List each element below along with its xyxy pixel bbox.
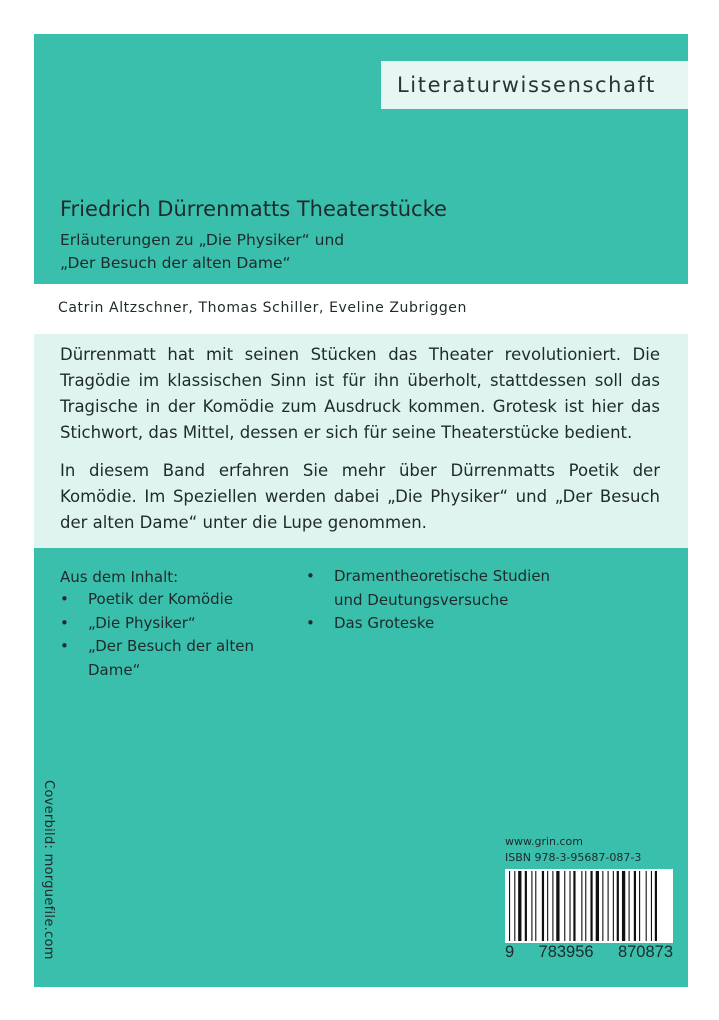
list-item [60, 588, 290, 612]
contents-list [306, 565, 556, 636]
list-item [306, 565, 556, 612]
list-item-text: Poetik der Komödie [88, 590, 234, 608]
barcode-bar [547, 871, 548, 941]
contents-heading: Aus dem Inhalt: [60, 568, 179, 586]
blurb-paragraph: Dürrenmatt hat mit seinen Stücken das Theater revolutioniert. Die Tragödie im klassischen Sinn ist für ihn überholt, stattdessen soll das Tragische in der Komödie zum Ausdruck kommen. Grotesk ist hier das Stichwort, das Mittel, dessen er sich für seine Theaterstücke bedient. [60, 345, 660, 442]
barcode-bar [531, 871, 532, 941]
subtitle-line: „Der Besuch der alten Dame“ [60, 254, 291, 272]
barcode-bar [622, 871, 625, 941]
bullet-icon: • [60, 590, 69, 608]
list-item [60, 612, 290, 636]
barcode-bar [535, 871, 536, 941]
barcode-bar [639, 871, 640, 941]
header-panel [34, 34, 688, 284]
barcode-bar [552, 871, 553, 941]
barcode-bar [514, 871, 515, 941]
bullet-icon: • [306, 614, 315, 632]
barcode-bar [590, 871, 592, 941]
series-label: Literaturwissenschaft [381, 61, 688, 109]
bullet-icon: • [306, 567, 315, 585]
barcode-bar [525, 871, 527, 941]
barcode-bar [542, 871, 544, 941]
barcode-bar [634, 871, 636, 941]
barcode-bar [629, 871, 630, 941]
bullet-icon: • [60, 637, 69, 655]
barcode-icon [505, 869, 673, 943]
list-item-text: „Der Besuch der alten Dame“ [88, 637, 254, 679]
authors: Catrin Altzschner, Thomas Schiller, Eveline Zubriggen [58, 300, 467, 316]
barcode-bar [608, 871, 609, 941]
barcode-digit-group: 870873 [617, 943, 673, 961]
barcode-bar [518, 871, 521, 941]
list-item-text: Dramentheoretische Studien und Deutungsversuche [334, 567, 551, 609]
barcode-bar [564, 871, 565, 941]
barcode-bar [651, 871, 652, 941]
barcode-bar [646, 871, 647, 941]
list-item [60, 635, 290, 682]
barcode-bar [573, 871, 575, 941]
barcode-bar [602, 871, 603, 941]
barcode-digit-group: 9 [505, 943, 515, 961]
barcode-bar [581, 871, 582, 941]
blurb-panel [34, 334, 688, 548]
barcode-digit-group: 783956 [538, 943, 594, 961]
contents-list [60, 588, 290, 682]
barcode-bar [585, 871, 586, 941]
barcode-block [505, 835, 675, 975]
barcode-bar [556, 871, 559, 941]
publisher-url: www.grin.com [505, 835, 583, 848]
barcode-bar [655, 871, 657, 941]
bullet-icon: • [60, 613, 69, 632]
subtitle-line: Erläuterungen zu „Die Physiker“ und [60, 231, 345, 249]
isbn-text: ISBN 978-3-95687-087-3 [505, 851, 642, 864]
barcode-bar [509, 871, 510, 941]
barcode-bar [617, 871, 619, 941]
list-item-text: „Die Physiker“ [88, 613, 196, 632]
barcode-bar [613, 871, 614, 941]
blurb-paragraph: In diesem Band erfahren Sie mehr über Dürrenmatts Poetik der Komödie. Im Speziellen werden dabei „Die Physiker“ und „Der Besuch der alten Dame“ unter die Lupe genommen. [60, 461, 660, 532]
barcode-bar [596, 871, 599, 941]
barcode-digits [505, 943, 673, 962]
barcode-background [505, 869, 673, 943]
list-item-text: Das Groteske [334, 614, 435, 632]
list-item [306, 612, 556, 636]
book-title: Friedrich Dürrenmatts Theaterstücke [60, 197, 447, 221]
cover-credit: Coverbild: morguefile.com [41, 780, 56, 960]
barcode-bar [569, 871, 570, 941]
